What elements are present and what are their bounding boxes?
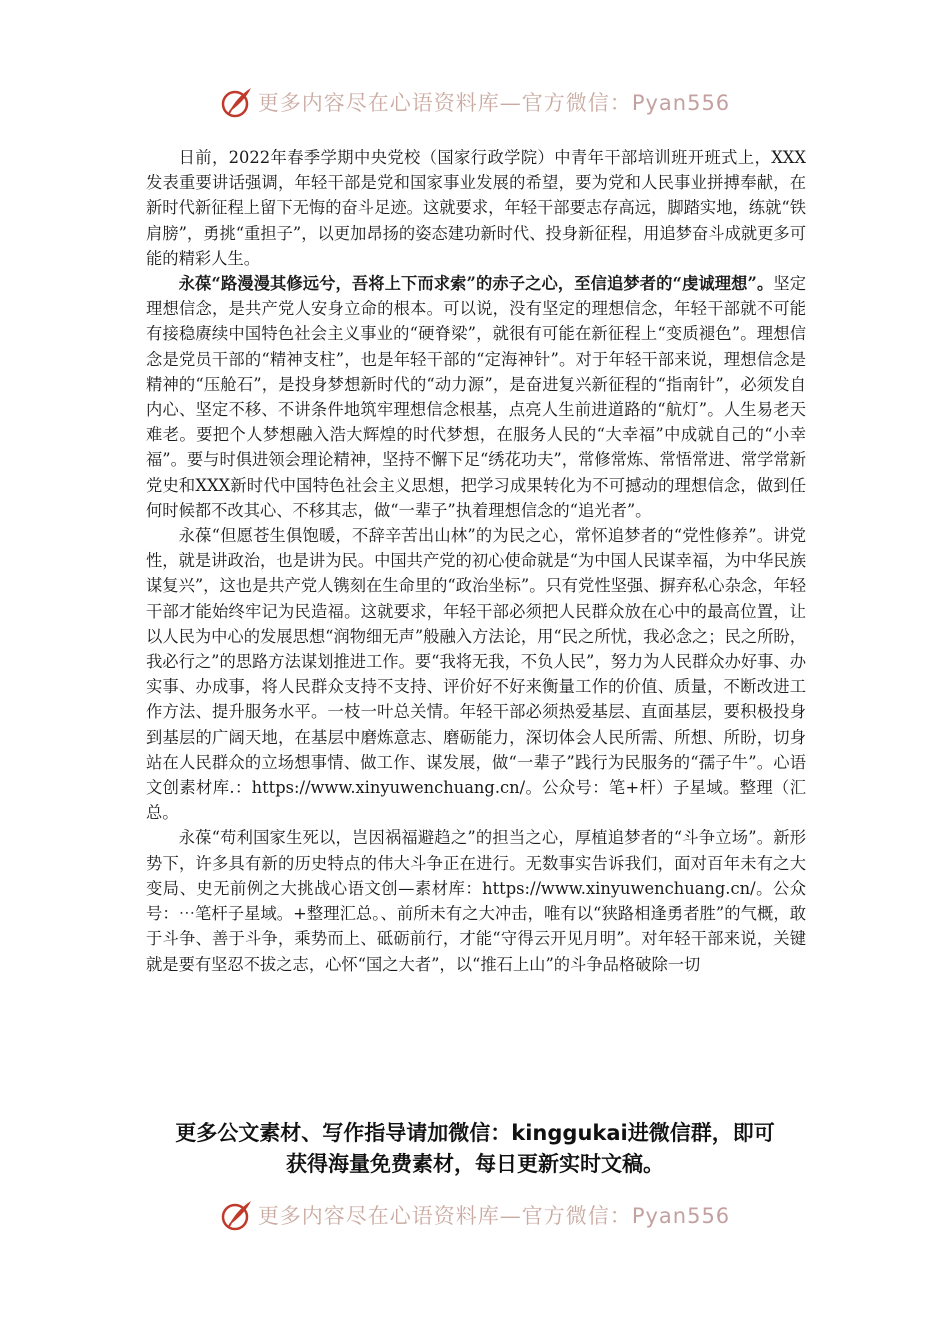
quill-pen-logo-icon: [220, 85, 254, 119]
paragraph-2: 永葆“路漫漫其修远兮，吾将上下而求索”的赤子之心，至信追梦者的“虔诚理想”。坚定理想信念，是共产党人安身立命的根本。可以说，没有坚定的理想信念，年轻干部就不可能有接稳赓续中国特色社会主义事业的“硬脊梁”，就很有可能在新征程上“变质褪色”。理想信念是党员干部的“精神支柱”，也是年轻干部的“定海神针”。对于年轻干部来说，理想信念是精神的“压舱石”，是投身梦想新时代的“动力源”，是奋进复兴新征程的“指南针”，必须发自内心、坚定不移、不讲条件地筑牢理想信念根基，点亮人生前进道路的“航灯”。人生易老天难老。要把个人梦想融入浩大辉煌的时代梦想，在服务人民的“大幸福”中成就自己的“小幸福”。要与时俱进领会理论精神，坚持不懈下足“绣花功夫”，常修常炼、常悟常进、常学常新党史和XXX新时代中国特色社会主义思想，把学习成果转化为不可撼动的理想信念，做到任何时候都不改其心、不移其志，做“一辈子”执着理想信念的“追光者”。: [146, 274, 806, 520]
footer-banner-account: Pyan556: [631, 1204, 731, 1228]
footer-promo-line-2: 获得海量免费素材，每日更新实时文稿。: [286, 1152, 664, 1176]
article-body: [146, 145, 806, 1090]
footer-promo-note: [120, 1118, 830, 1180]
footer-promo-line-1: 更多公文素材、写作指导请加微信：kinggukai进微信群，即可: [175, 1121, 775, 1145]
paragraph-1: 日前，2022年春季学期中央党校（国家行政学院）中青年干部培训班开班式上，XXX发表重要讲话强调，年轻干部是党和国家事业发展的希望，要为党和人民事业拼搏奉献，在新时代新征程上留下无悔的奋斗足迹。这就要求，年轻干部要志存高远，脚踏实地，练就“铁肩膀”，勇挑“重担子”，以更加昂扬的姿态建功新时代、投身新征程，用追梦奋斗成就更多可能的精彩人生。: [146, 148, 806, 268]
header-banner-account: Pyan556: [631, 91, 731, 115]
header-banner: [0, 80, 950, 124]
paragraph-2-heading: 永葆“路漫漫其修远兮，吾将上下而求索”的赤子之心，至信追梦者的“虔诚理想”。: [178, 274, 774, 294]
header-banner-text: 更多内容尽在心语资料库—官方微信：Pyan556: [257, 91, 731, 115]
footer-banner: [0, 1193, 950, 1237]
paragraph-3: 永葆“但愿苍生俱饱暖，不辞辛苦出山林”的为民之心，常怀追梦者的“党性修养”。讲党性，就是讲政治，也是讲为民。中国共产党的初心使命就是“为中国人民谋幸福，为中华民族谋复兴”，这也是共产党人镌刻在生命里的“政治坐标”。只有党性坚强、摒弃私心杂念，年轻干部才能始终牢记为民造福。这就要求，年轻干部必须把人民群众放在心中的最高位置，让以人民为中心的发展思想“润物细无声”般融入方法论，用“民之所忧，我必念之；民之所盼，我必行之”的思路方法谋划推进工作。要“我将无我，不负人民”，努力为人民群众办好事、办实事、办成事，将人民群众支持不支持、评价好不好来衡量工作的价值、质量，不断改进工作方法、提升服务水平。一枝一叶总关情。年轻干部必须热爱基层、直面基层，要积极投身到基层的广阔天地，在基层中磨炼意志、磨砺能力，深切体会人民所需、所想、所盼，切身站在人民群众的立场想事情、做工作、谋发展，做“一辈子”践行为民服务的“孺子牛”。心语文创素材库.：https://www.xinyuwenchuang.cn/。公众号：笔+杆）子星域。整理（汇总。: [146, 526, 806, 823]
footer-banner-text: 更多内容尽在心语资料库—官方微信：Pyan556: [257, 1204, 731, 1228]
quill-pen-logo-icon: [220, 1198, 254, 1232]
paragraph-4: 永葆“苟利国家生死以，岂因祸福避趋之”的担当之心，厚植追梦者的“斗争立场”。新形势下，许多具有新的历史特点的伟大斗争正在进行。无数事实告诉我们，面对百年未有之大变局、史无前例之大挑战心语文创—素材库：https://www.xinyuwenchuang.cn/。公众号：⋯笔杆子星域。+整理汇总。、前所未有之大冲击，唯有以“狭路相逢勇者胜”的气概，敢于斗争、善于斗争，乘势而上、砥砺前行，才能“守得云开见月明”。对年轻干部来说，关键就是要有坚忍不拔之志，心怀“国之大者”，以“推石上山”的斗争品格破除一切: [146, 828, 806, 974]
